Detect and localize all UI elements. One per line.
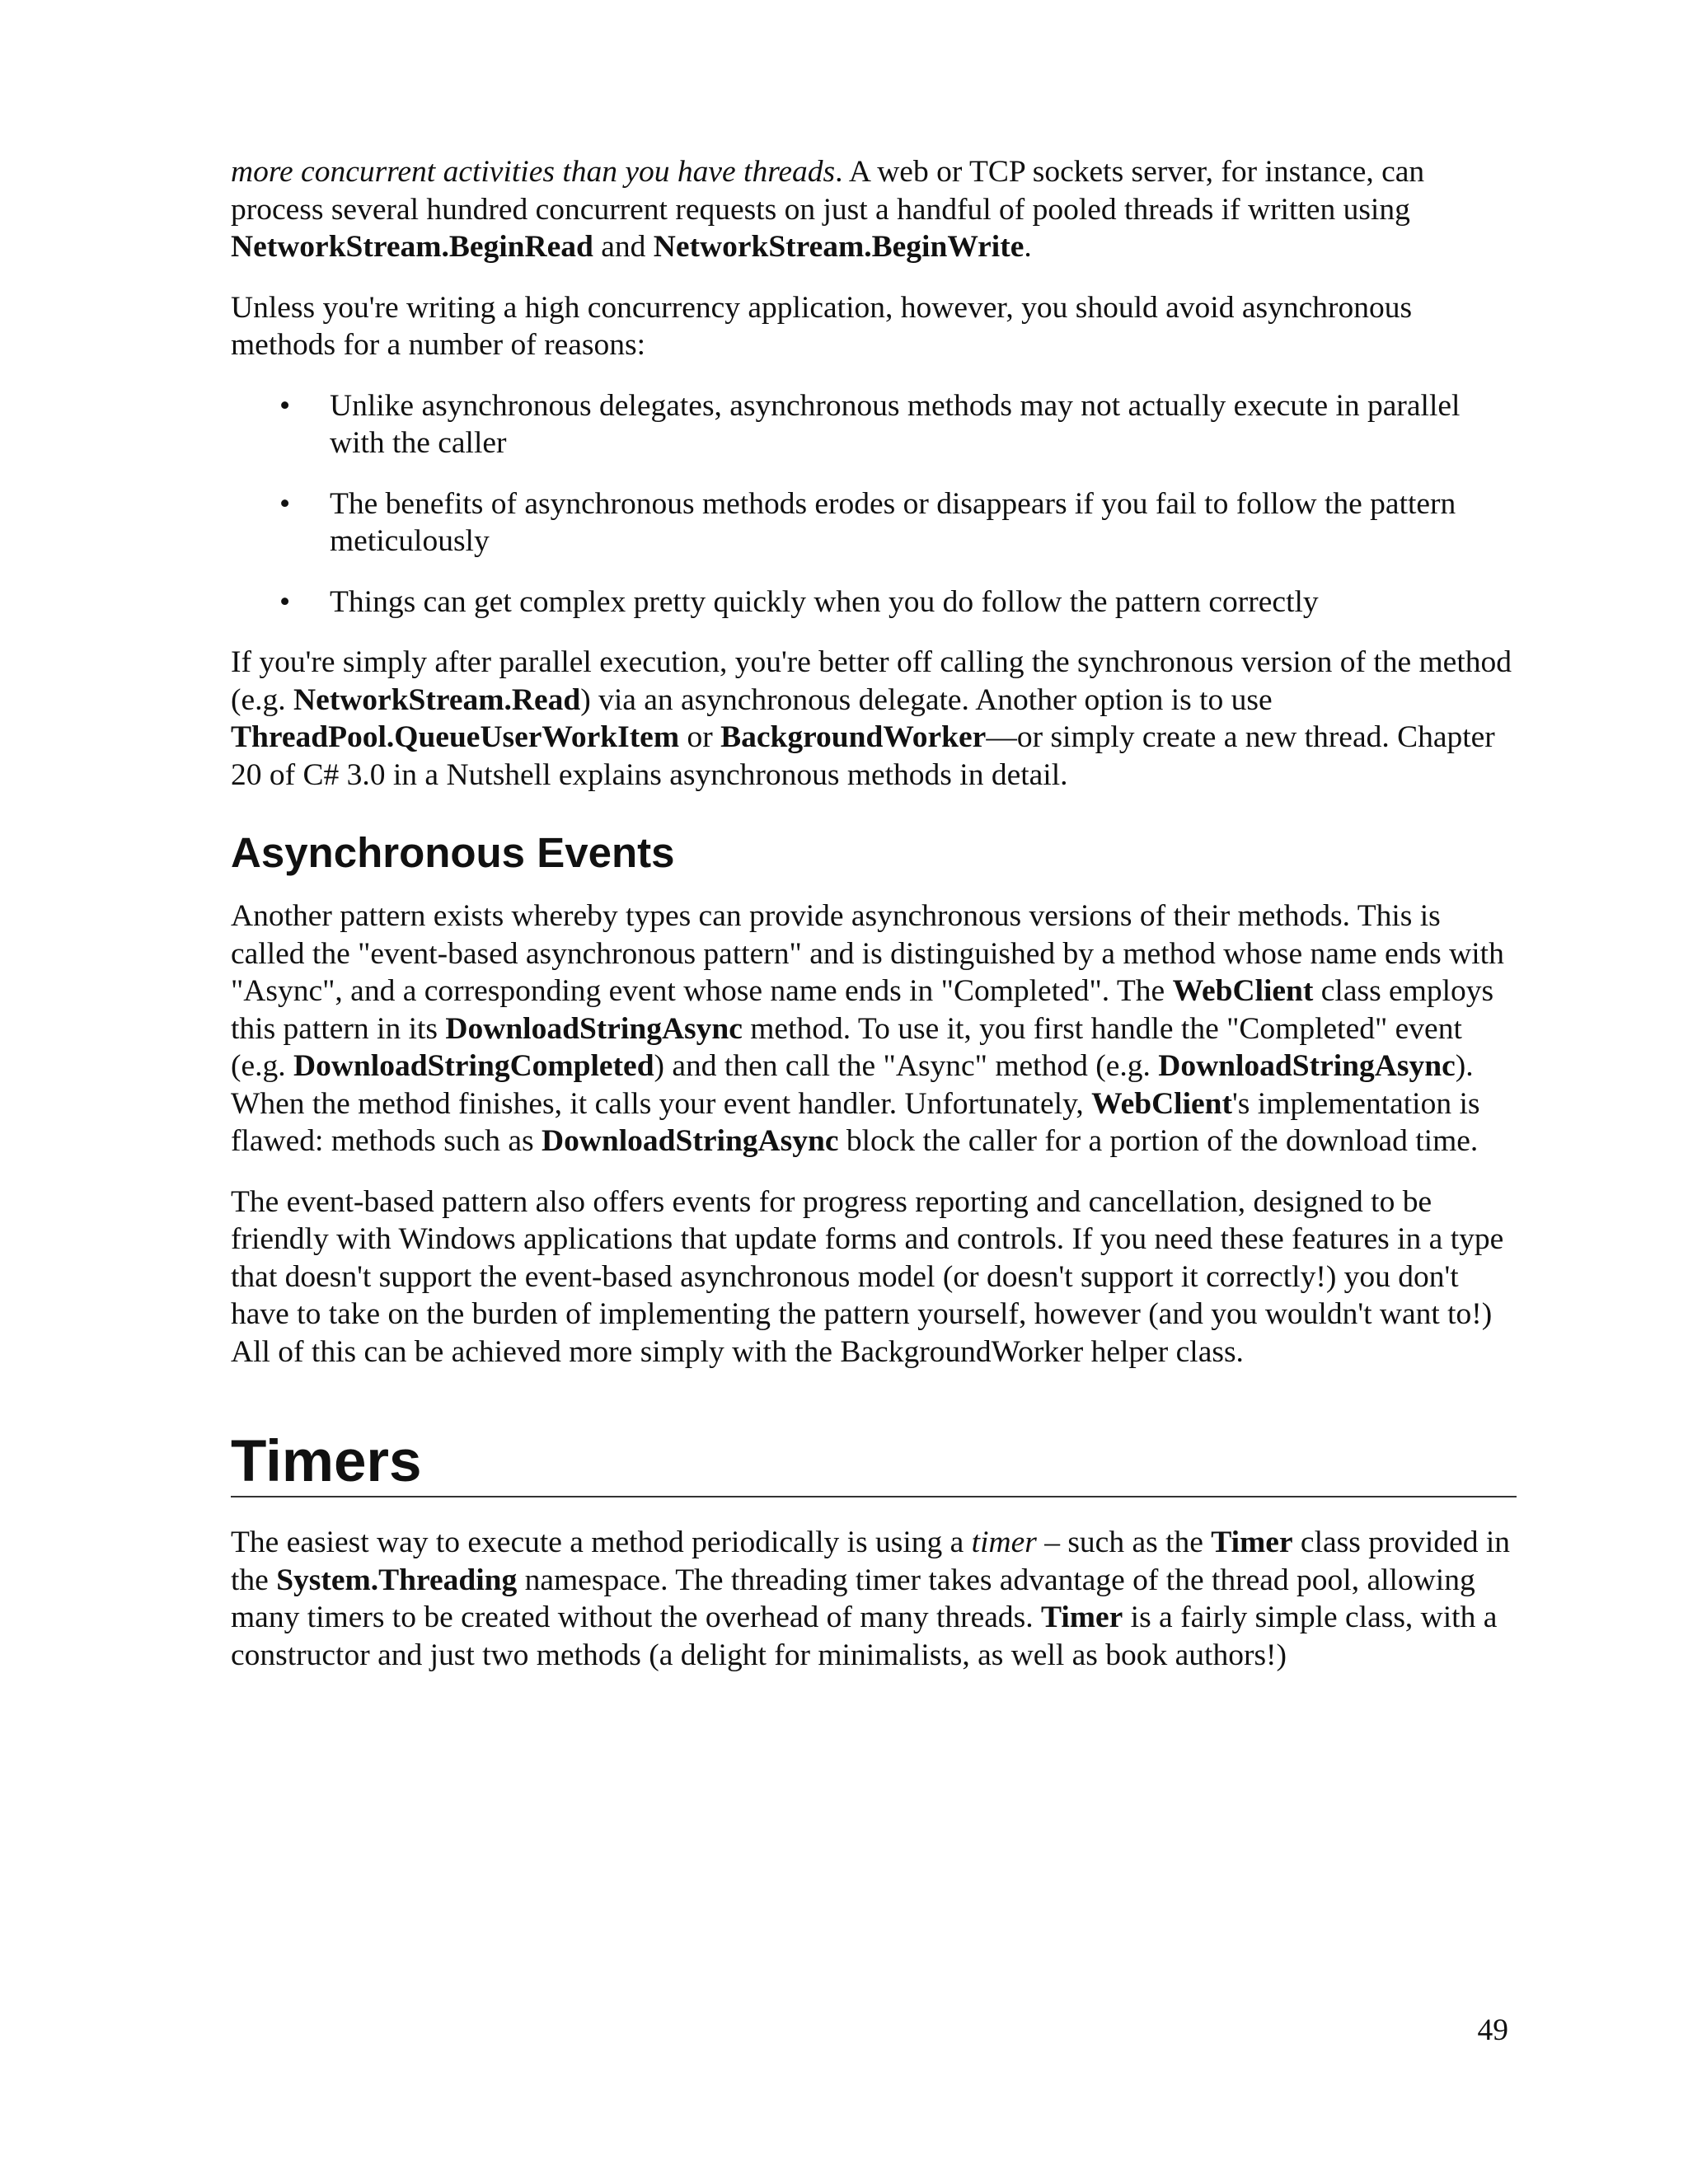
list-item [231,583,1517,621]
code-term: WebClient [1172,974,1314,1008]
italic-text: timer [971,1526,1037,1559]
reasons-list [231,387,1517,621]
async-events-paragraph-2: The event-based pattern also offers events for progress reporting and cancellation, designed to be friendly with Windows applications that update forms and controls. If you need these features in a type that doesn't support the event-based asynchronous model (or doesn't support it correctly!) you don't have to take on the burden of implementing the pattern yourself, however (and you wouldn't want to!) All of this can be achieved more simply with the BackgroundWorker helper class. [231,1184,1504,1369]
intro-paragraph-3 [231,644,1517,794]
code-term: DownloadStringCompleted [293,1049,654,1083]
code-term: DownloadStringAsync [1158,1049,1456,1083]
text-run: class provided in the [231,1526,1511,1597]
intro-paragraph-2: Unless you're writing a high concurrency application, however, you should avoid asynchronous methods for a number of reasons: [231,290,1413,362]
bullet-icon: • [279,584,291,619]
text-run: ) and then call the "Async" method (e.g. [654,1049,1159,1083]
text-run: or [679,720,721,754]
code-term: DownloadStringAsync [445,1011,743,1046]
list-item-text: Things can get complex pretty quickly when you do follow the pattern correctly [330,584,1319,619]
text-run: – such as the [1036,1526,1212,1559]
bullet-icon: • [279,486,291,521]
text-run: If you're simply after parallel execution, you're better off calling the synchronous version of the method (e.g. [231,645,1512,717]
list-item [231,387,1517,462]
list-item-text: The benefits of asynchronous methods erodes or disappears if you fail to follow the pattern meticulously [330,486,1456,558]
list-item [231,485,1517,560]
text-run: . [1024,230,1032,264]
text-run: is a fairly simple class, with a constructor and just two methods (a delight for minimalists, as well as book authors!) [231,1601,1498,1672]
code-term: Timer [1041,1601,1123,1634]
code-term: BackgroundWorker [720,720,987,754]
code-term: ThreadPool.QueueUserWorkItem [231,720,680,754]
list-item-text: Unlike asynchronous delegates, asynchronous methods may not actually execute in parallel with the caller [330,388,1461,460]
text-run: and [593,230,654,264]
text-run: 's implementation is flawed: methods such as [231,1086,1480,1158]
text-run: ). When the method finishes, it calls your event handler. Unfortunately, [231,1049,1474,1121]
bullet-icon: • [279,388,291,423]
text-run: ) via an asynchronous delegate. Another option is to use [580,682,1273,717]
heading-spacer [231,1497,1517,1524]
section-heading-asynchronous-events: Asynchronous Events [231,829,675,876]
italic-text: more concurrent activities than you have threads [231,155,836,189]
text-run: class employs this pattern in its [231,974,1494,1046]
text-run: block the caller for a portion of the download time. [838,1124,1479,1158]
timers-paragraph-1 [231,1524,1517,1674]
code-term: NetworkStream.Read [293,682,581,717]
text-run: —or simply create a new thread. Chapter 20 of C# 3.0 in a Nutshell explains asynchronous methods in detail. [231,720,1495,792]
intro-paragraph-1 [231,153,1517,266]
code-term: NetworkStream.BeginRead [231,230,593,264]
page-content [231,153,1517,1697]
code-term: WebClient [1091,1086,1233,1121]
text-run: Another pattern exists whereby types can provide asynchronous versions of their methods. This is called the "event-based asynchronous pattern" and is distinguished by a method whose name ends with "Async", and a corresponding event whose name ends in "Completed". The [231,899,1504,1008]
page-number: 49 [1477,2013,1508,2047]
text-run: namespace. The threading timer takes advantage of the thread pool, allowing many timers to be created without the overhead of many threads. [231,1563,1475,1634]
text-run: The easiest way to execute a method periodically is using a [231,1526,972,1559]
code-term: DownloadStringAsync [542,1124,839,1158]
text-run: method. To use it, you first handle the "Completed" event (e.g. [231,1011,1462,1083]
code-term: Timer [1211,1526,1293,1559]
async-events-paragraph-1 [231,898,1517,1160]
text-run: . A web or TCP sockets server, for instance, can process several hundred concurrent requests on just a handful of pooled threads if written using [231,155,1425,227]
chapter-heading-timers: Timers [231,1430,1517,1497]
code-term: NetworkStream.BeginWrite [653,230,1025,264]
code-term: System.Threading [276,1563,518,1597]
